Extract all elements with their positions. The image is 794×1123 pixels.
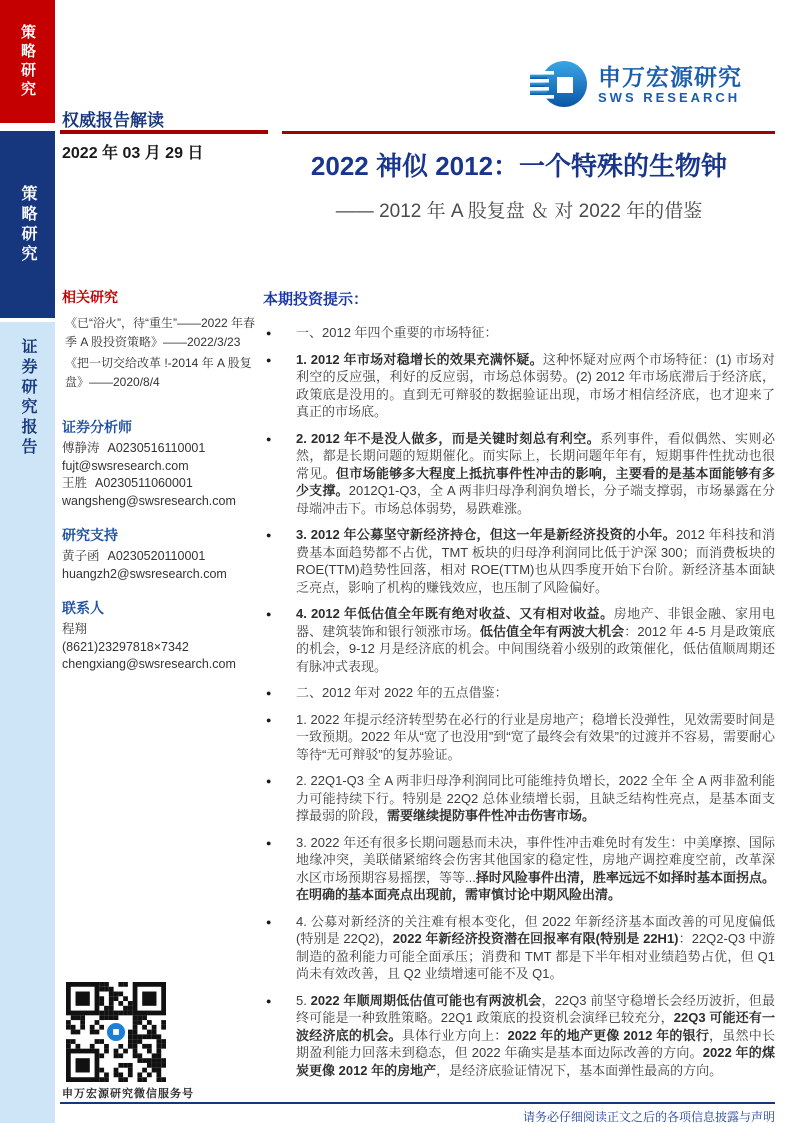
support-name: 黄子函 [62,549,100,564]
support-name-id [62,548,260,566]
related-research-item: 《把一切交给改革 !-2014 年 A 股复盘》——2020/8/4 [65,356,252,389]
red-divider-left [60,130,268,134]
tip-item: ● 一、2012 年四个重要的市场特征： [263,324,775,342]
report-subtitle: —— 2012 年 A 股复盘 ＆ 对 2022 年的借鉴 [335,201,703,222]
disclaimer-note: 请务必仔细阅读正文之后的各项信息披露与声明 [522,1110,775,1123]
tip-item: ● 2. 2012 年不是没人做多，而是关键时刻总有利空。系列事件，看似偶然、实则必然，都是长期问题的短期催化。而实际上，长期问题年年有，短期事件性扰动也很常见。但市场能够多大程度上抵抗事件性冲击的影响，主要看的是基本面能够有多少支撑。2012Q1-Q3，全 A 两非归母净利润负增长，分子端支撑弱，市场暴露在分母端冲击下。市场总体弱势，易跌难涨。 [263,430,775,518]
tip-item: ● 1. 2022 年提示经济转型势在必行的行业是房地产；稳增长没弹性，见效需要时间是一致预期。2022 年从“宽了也没用”到“宽了最终会有效果”的过渡并不容易，需要耐心等待“无可辩驳”的复苏验证。 [263,711,775,764]
tip-item: ● 1. 2012 年市场对稳增长的效果充满怀疑。这种怀疑对应两个市场特征：(1) 市场对利空的反应强，利好的反应弱，市场总体弱势。(2) 2012 年市场底滞后于经济底，政策底是没用的。直到无可辩驳的数据验证出现，市场才相信经济底，也才迎来了真正的市场底。 [263,351,775,421]
contact-email[interactable]: chengxiang@swsresearch.com [62,657,236,672]
sidebar-mid-label: 策略研究 [19,184,36,265]
report-date: 2022 年 03 月 29 日 [62,145,204,162]
analyst-name-id [62,475,260,493]
tip-item: ● 3. 2022 年还有很多长期问题悬而未决，事件性冲击难免时有发生：中美摩擦、国际地缘冲突，美联储紧缩终会伤害其他国家的稳定性，房地产调控难度空前，改革深水区市场预期容易摇摆，等等...择时风险事件出清，胜率远远不如择时基本面拐点。在明确的基本面亮点出现前，需审慎讨论中期风险出清。 [263,834,775,904]
left-info-panel [62,287,260,674]
analyst-email[interactable]: wangsheng@swsresearch.com [62,493,236,508]
wechat-qr-code [66,982,166,1082]
analyst-name-id [62,440,260,458]
contact-phone: (8621)23297818×7342 [62,639,189,654]
analysts-heading: 证券分析师 [62,419,132,436]
analyst-name: 傅静涛 [62,441,100,456]
research-support-heading: 研究支持 [62,527,118,544]
red-divider-right [282,131,775,134]
support-license-id: A0230520110001 [107,549,206,564]
support-email[interactable]: huangzh2@swsresearch.com [62,566,227,581]
sidebar-bottom-label: 证券研究报告 [19,338,36,458]
report-title: 2022 神似 2012：一个特殊的生物钟 [310,151,728,181]
tip-item: ● 4. 2012 年低估值全年既有绝对收益、又有相对收益。房地产、非银金融、家用电器、建筑装饰和银行领涨市场。低估值全年有两波大机会：2012 年 4-5 月是政策底的机会，9-12 月是经济底的机会。中间围绕着小级别的政策催化，低估值顺周期还有脉冲式表现。 [263,605,775,675]
tip-item: ● 4. 公募对新经济的关注难有根本变化，但 2022 年新经济基本面改善的可见度偏低(特别是 22Q2)，2022 年新经济投资潜在回报率有限(特别是 22H1)：22Q2-Q3 中游制造的盈利能力可能全面承压；消费和 TMT 都是下半年相对业绩趋势占优，但 Q1 尚未有效改善，且 Q2 业绩增速可能不及 Q1。 [263,913,775,983]
analyst-name: 王胜 [62,476,88,491]
contact-name: 程翔 [62,622,88,637]
investment-tips-section [263,288,775,1088]
sws-logo-icon [530,58,592,112]
analyst-email[interactable]: fujt@swsresearch.com [62,458,189,473]
logo-name-en: SWS RESEARCH [598,90,741,105]
sws-logo [530,58,780,112]
sidebar-strategy-research-navy [0,131,55,318]
related-research-heading: 相关研究 [62,289,118,305]
investment-tips-heading: 本期投资提示： [263,291,369,308]
footer-divider [60,1102,775,1104]
sidebar-top-label: 策略研究 [19,23,36,100]
tip-item: ● 二、2012 年对 2022 年的五点借鉴： [263,684,775,702]
tip-item: ● 3. 2012 年公募坚守新经济持仓，但这一年是新经济投资的小年。2012 年科技和消费基本面趋势都不占优，TMT 板块的归母净利润同比低于沪深 300；而消费板块的 ROE(TTM)趋势性回落，相对 ROE(TTM)也从四季度开始下台阶。新经济基本面缺乏亮点，影响了机构的赚钱效应，也压制了风险偏好。 [263,526,775,596]
related-research-item: 《已“浴火”，待“重生”——2022 年春季 A 股投资策略》——2022/3/23 [65,316,256,349]
report-category-label: 权威报告解读 [62,111,164,130]
tip-item: ● 2. 22Q1-Q3 全 A 两非归母净利润同比可能维持负增长，2022 全年 全 A 两非盈利能力可能持续下行。特别是 22Q2 总体业绩增长弱，且缺乏结构性亮点，是基本面支撑最弱的阶段，需要继续提防事件性冲击伤害市场。 [263,772,775,825]
qr-caption: 申万宏源研究微信服务号 [62,1088,194,1100]
tip-item: ● 5. 2022 年顺周期低估值可能也有两波机会，22Q3 前坚守稳增长会经历波折，但最终可能是一种致胜策略。22Q1 政策底的投资机会演绎已较充分，22Q3 可能还有一波经济底的机会。具体行业方向上：2022 年的地产更像 2012 年的银行，虽然中长期盈利能力回落未到稳态，但 2022 年确实是基本面边际改善的方向。2022 年的煤炭更像 2012 年的房地产，是经济底验证情况下，基本面弹性最高的方向。 [263,992,775,1080]
investment-tips-list [263,324,775,1079]
sidebar-securities-report [0,322,55,1123]
sws-logo-text [598,64,742,106]
sidebar-strategy-research-red [0,0,55,123]
logo-name-cn: 申万宏源研究 [598,64,742,90]
analyst-license-id: A0230511060001 [95,476,193,491]
analyst-license-id: A0230516110001 [107,441,206,456]
contact-heading: 联系人 [62,600,104,617]
